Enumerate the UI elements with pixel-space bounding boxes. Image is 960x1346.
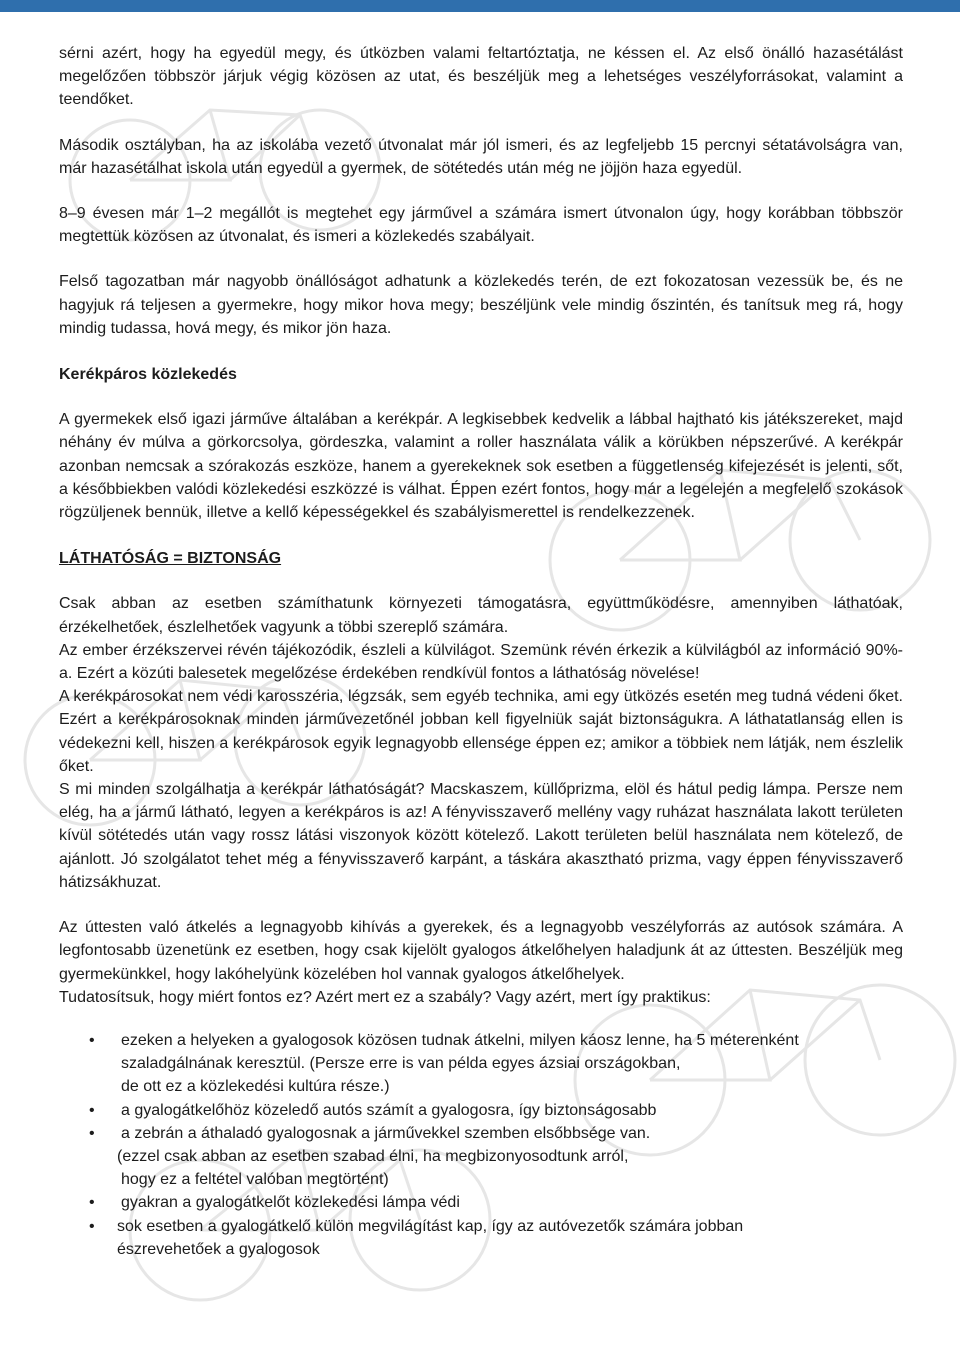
list-item-continuation: szaladgálnának keresztül. (Persze erre is van példa egyes ázsiai országokban,	[121, 1055, 681, 1073]
bullet-icon: •	[89, 1194, 95, 1212]
bullet-icon: •	[89, 1031, 95, 1049]
list-item: • a zebrán a áthaladó gyalogosnak a járművekkel szemben elsőbbsége van.	[59, 1122, 903, 1145]
top-accent-bar	[0, 0, 960, 12]
bullet-icon: •	[89, 1101, 95, 1119]
section-heading-visibility: LÁTHATÓSÁG = BIZTONSÁG	[59, 550, 282, 568]
intro-paragraph: sérni azért, hogy ha egyedül megy, és útközben valami feltartóztatja, ne késsen el. Az első önálló hazasétálást megelőzően többször járjuk végig közösen az utat, és beszéljük meg a lehetséges veszélyforrásokat, valamint a teendőket.	[59, 45, 903, 109]
intro-paragraph: Felső tagozatban már nagyobb önállóságot adhatunk a közlekedés terén, de ezt fokozatosan vezessük be, és ne hagyjuk rá teljesen a gyermekre, hogy mikor hova megy; beszéljünk vele mindig őszintén, és tanítsuk meg rá, hogy mindig tudassa, hová megy, és mikor jön haza.	[59, 273, 903, 337]
list-item-note: (ezzel csak abban az esetben szabad élni, ha megbizonyosodtunk arról,	[117, 1147, 629, 1165]
list-item-continuation: de ott ez a közlekedési kultúra része.)	[121, 1078, 390, 1096]
bullet-icon: •	[89, 1124, 95, 1142]
reasons-list	[59, 1029, 903, 1261]
visibility-paragraph: Az úttesten való átkelés a legnagyobb kihívás a gyerekek, és a legnagyobb veszélyforrás az autósok számára. A legfontosabb üzenetünk ez esetben, hogy csak kijelölt gyalogos átkelőhelyen haladjunk át az úttesten. Beszéljük meg gyermekünkkel, hogy lakóhelyünk közelében hol vannak gyalogos átkelőhelyek.	[59, 919, 903, 983]
visibility-paragraph: Tudatosítsuk, hogy miért fontos ez? Azért mert ez a szabály? Vagy azért, mert így praktikus:	[59, 988, 711, 1006]
bullet-icon: •	[89, 1217, 95, 1235]
visibility-paragraph: Az ember érzékszervei révén tájékozódik, észleli a külvilágot. Szemünk révén érkezik a külvilágból az információ 90%-a. Ezért a közúti balesetek megelőzése érdekében rendkívül fontos a láthatóság növelése!	[59, 641, 903, 683]
list-item: • ezeken a helyeken a gyalogosok közösen tudnak átkelni, milyen káosz lenne, ha 5 méterenként	[59, 1029, 903, 1052]
visibility-paragraph: A kerékpárosokat nem védi karosszéria, légzsák, sem egyéb technika, ami egy ütközés esetén meg tudná védeni őket. Ezért a kerékpárosoknak minden járművezetőnél jobban kell figyelniük saját biztonságukra. A láthatatlanság ellen is védekezni kell, hiszen a kerékpárosok egyik legnagyobb ellensége éppen ez; amikor a többiek nem látják, nem észlelik őket.	[59, 688, 903, 775]
section-heading-bike: Kerékpáros közlekedés	[59, 366, 237, 384]
list-item: • sok esetben a gyalogátkelő külön megvilágítást kap, így az autóvezetők számára jobban	[59, 1215, 903, 1238]
list-item: • gyakran a gyalogátkelőt közlekedési lámpa védi	[59, 1191, 903, 1214]
document-body	[59, 42, 903, 1261]
list-item: • a gyalogátkelőhöz közeledő autós számít a gyalogosra, így biztonságosabb	[59, 1099, 903, 1122]
list-item-note: hogy ez a feltétel valóban megtörtént)	[121, 1171, 389, 1189]
intro-paragraph: 8–9 évesen már 1–2 megállót is megtehet egy járművel a számára ismert útvonalon úgy, hogy korábban többször megtettük közösen az útvonalat, és ismeri a közlekedés szabályait.	[59, 205, 903, 246]
intro-paragraph: Második osztályban, ha az iskolába vezető útvonalat már jól ismeri, és az legfeljebb 15 percnyi sétatávolságra van, már hazasétálhat iskola után egyedül a gyermek, de sötétedés után még ne jöjjön haza egyedül.	[59, 136, 903, 177]
list-item-continuation: észrevehetőek a gyalogosok	[117, 1240, 320, 1258]
bike-paragraph: A gyermekek első igazi járműve általában a kerékpár. A legkisebbek kedvelik a lábbal hajtható kis játékszereket, majd néhány év múlva a görkorcsolya, gördeszka, valamint a roller használata válik a körükben népszerűvé. A kerékpár azonban nemcsak a szórakozás eszköze, hanem a gyerekeknek sok esetben a függetlenség kifejezését is jelenti, sőt, a későbbiekben valódi közlekedési eszközzé is válhat. Éppen ezért fontos, hogy már a legelején a megfelelő szokások rögzüljenek bennük, illetve a kellő képességekkel és szabályismerettel is rendelkezzenek.	[59, 411, 903, 522]
visibility-paragraph: S mi minden szolgálhatja a kerékpár láthatóságát? Macskaszem, küllőprizma, elöl és hátul pedig lámpa. Persze nem elég, ha a jármű látható, legyen a kerékpáros is az! A fényvisszaverő mellény vagy ruházat használata lakott területen kívül sötétedés után vagy rossz látási viszonyok között kötelező. Lakott területen belül használata nem kötelező, de ajánlott. Jó szolgálatot tehet még a fényvisszaverő karpánt, a táskára akasztható prizma, vagy éppen fényvisszaverő hátizsákhuzat.	[59, 781, 903, 891]
visibility-paragraph: Csak abban az esetben számíthatunk környezeti támogatásra, együttműködésre, amennyiben láthatóak, érzékelhetőek, észlelhetőek vagyunk a többi szereplő számára.	[59, 595, 903, 636]
